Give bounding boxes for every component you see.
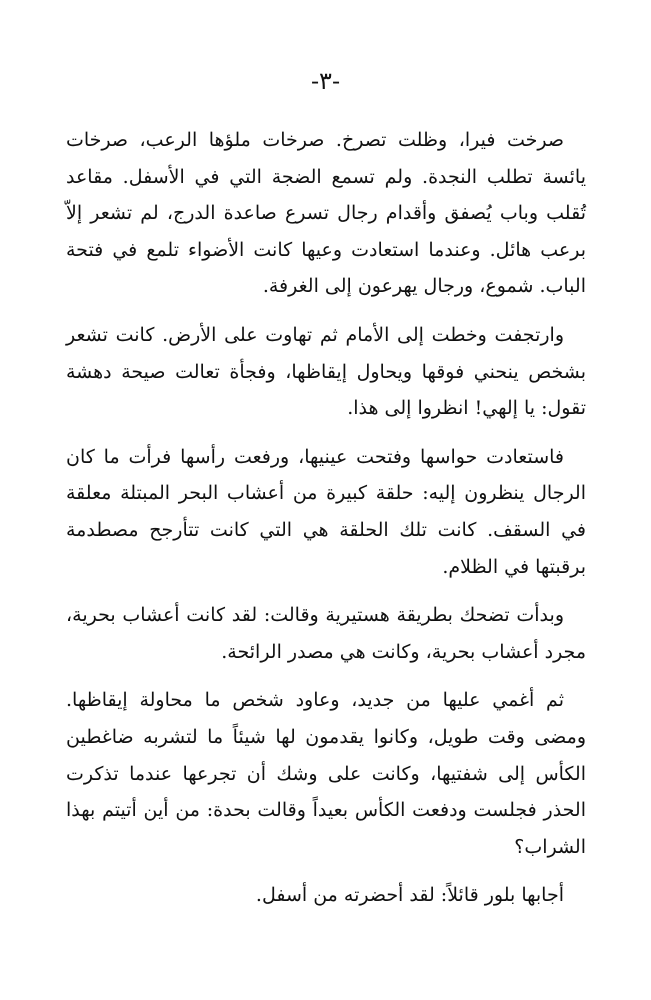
paragraph: فاستعادت حواسها وفتحت عينيها، ورفعت رأسها فرأت ما كان الرجال ينظرون إليه: حلقة كبيرة من أعشاب البحر المبتلة معلقة في السقف. كانت تلك الحلقة هي التي كانت تتأرجح مصطدمة برقبتها في الظلام. [66, 445, 586, 578]
body-text [66, 122, 586, 914]
paragraph: أجابها بلور قائلاً: لقد أحضرته من أسفل. [255, 884, 564, 907]
paragraph: صرخت فيرا، وظلت تصرخ. صرخات ملؤها الرعب، صرخات يائسة تطلب النجدة. ولم تسمع الضجة التي في الأسفل. مقاعد تُقلب وباب يُصفق وأقدام رجال تسرع صاعدة الدرج، لم تشعر إلاّ برعب هائل. وعندما استعادت وعيها كانت الأضواء تلمع في فتحة الباب. شموع، ورجال يهرعون إلى الغرفة. [66, 129, 586, 298]
paragraph: ثم أغمي عليها من جديد، وعاود شخص ما محاولة إيقاظها. ومضى وقت طويل، وكانوا يقدمون لها شيئاً ما لتشربه ضاغطين الكأس إلى شفتيها، وكانت على وشك أن تجرعها عندما تذكرت الحذر فجلست ودفعت الكأس بعيداً وقالت بحدة: من أين أتيتم بهذا الشراب؟ [66, 689, 586, 858]
paragraph: وبدأت تضحك بطريقة هستيرية وقالت: لقد كانت أعشاب بحرية، مجرد أعشاب بحرية، وكانت هي مصدر الرائحة. [66, 604, 586, 663]
paragraph: وارتجفت وخطت إلى الأمام ثم تهاوت على الأرض. كانت تشعر بشخص ينحني فوقها ويحاول إيقاظها، وفجأة تعالت صيحة دهشة تقول: يا إلهي! انظروا إلى هذا. [66, 323, 586, 420]
page-number: -٣- [310, 67, 341, 95]
